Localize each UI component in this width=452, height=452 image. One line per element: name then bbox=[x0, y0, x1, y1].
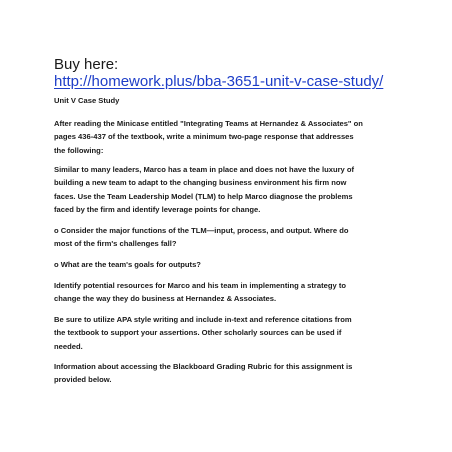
paragraph-instructions bbox=[54, 117, 414, 157]
paragraph-line: provided below. bbox=[54, 375, 112, 385]
paragraph-apa bbox=[54, 313, 414, 353]
paragraph-line: o What are the team's goals for outputs? bbox=[54, 260, 201, 269]
paragraph-line: faces. Use the Team Leadership Model (TLM) to help Marco diagnose the problems bbox=[54, 191, 353, 201]
bullet-goals bbox=[54, 258, 414, 271]
paragraph-resources bbox=[54, 279, 414, 306]
paragraph-line: o Consider the major functions of the TLM—input, process, and output. Where do bbox=[54, 226, 349, 235]
bullet-functions bbox=[54, 224, 414, 251]
paragraph-line: needed. bbox=[54, 341, 83, 351]
paragraph-line: Identify potential resources for Marco and his team in implementing a strategy to bbox=[54, 281, 346, 290]
paragraph-line: change the way they do business at Hernandez & Associates. bbox=[54, 294, 277, 304]
homework-link[interactable]: http://homework.plus/bba-3651-unit-v-case-study/ bbox=[54, 73, 384, 90]
paragraph-line: building a new team to adapt to the changing business environment his firm now bbox=[54, 178, 347, 188]
paragraph-line: Information about accessing the Blackboard Grading Rubric for this assignment is bbox=[54, 362, 353, 371]
buy-here-heading: Buy here: bbox=[54, 56, 119, 73]
document-title bbox=[54, 94, 414, 107]
paragraph-line: the following: bbox=[54, 145, 104, 155]
paragraph-line: After reading the Minicase entitled "Integrating Teams at Hernandez & Associates" on bbox=[54, 119, 363, 128]
paragraph-line: Be sure to utilize APA style writing and include in-text and reference citations from bbox=[54, 315, 352, 324]
paragraph-tlm bbox=[54, 163, 414, 217]
paragraph-line: the textbook to support your assertions. Other scholarly sources can be used if bbox=[54, 328, 342, 338]
paragraph-line: most of the firm's challenges fall? bbox=[54, 239, 177, 249]
paragraph-line: pages 436-437 of the textbook, write a minimum two-page response that addresses bbox=[54, 132, 354, 142]
paragraph-line: Similar to many leaders, Marco has a team in place and does not have the luxury of bbox=[54, 165, 355, 174]
paragraph-rubric bbox=[54, 360, 414, 387]
paragraph-line: faced by the firm and identify leverage points for change. bbox=[54, 205, 261, 215]
title-line: Unit V Case Study bbox=[54, 96, 120, 105]
